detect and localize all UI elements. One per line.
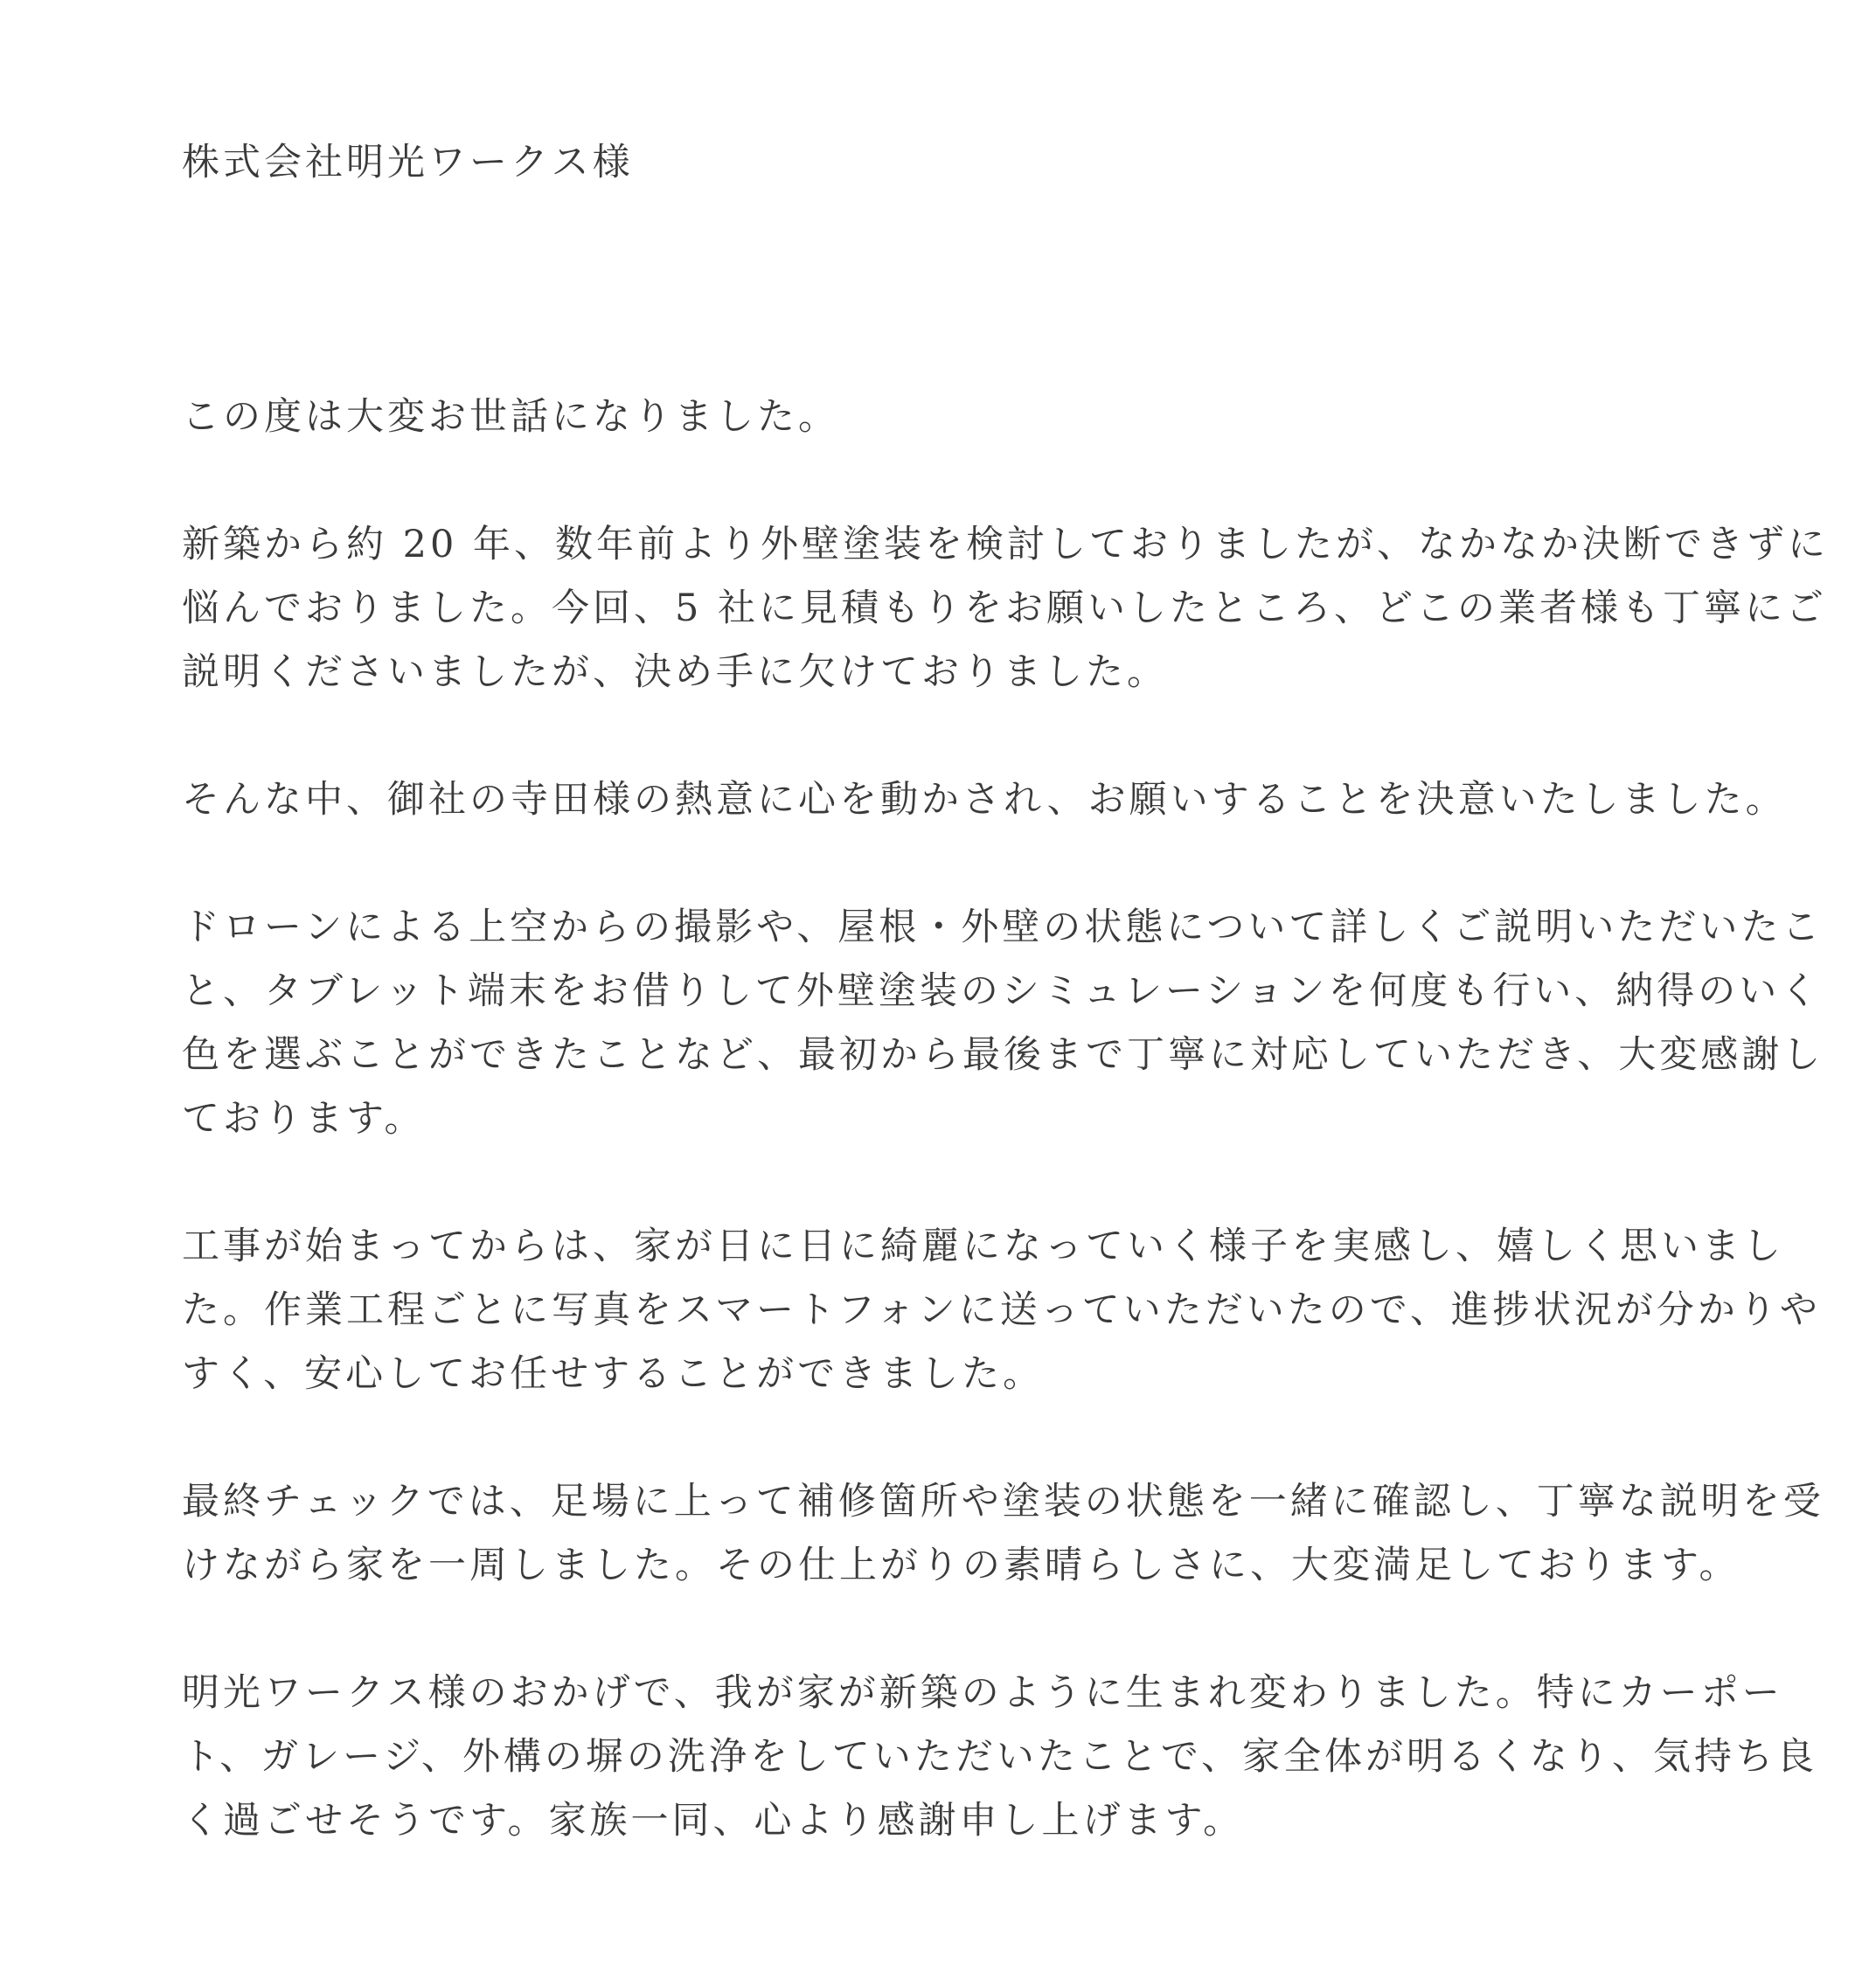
paragraph-line: 説明くださいましたが、決め手に欠けておりました。 (182, 650, 1168, 694)
paragraph-line: そんな中、御社の寺田様の熱意に心を動かされ、お願いすることを決意いたしました。 (182, 778, 1787, 822)
paragraph-line: 工事が始まってからは、家が日に日に綺麗になっていく様子を実感し、嬉しく思いまし (182, 1225, 1784, 1268)
paragraph-line: すく、安心してお任せすることができました。 (182, 1352, 1045, 1396)
addressee: 株式会社明光ワークス様 (182, 141, 634, 184)
paragraph-line: く過ごせそうです。家族一同、心より感謝申し上げます。 (182, 1799, 1245, 1843)
paragraph-background (182, 513, 1830, 704)
paragraph-closing (182, 1662, 1817, 1853)
paragraph-decision (182, 768, 1787, 832)
paragraph-line: ト、ガレージ、外構の塀の洗浄をしていただいたことで、家全体が明るくなり、気持ち良 (182, 1735, 1817, 1779)
paragraph-line: と、タブレット端末をお借りして外壁塗装のシミュレーションを何度も行い、納得のいく (182, 969, 1822, 1013)
paragraph-line: 色を選ぶことができたことなど、最初から最後まで丁寧に対応していただき、大変感謝し (182, 1033, 1824, 1077)
paragraph-construction (182, 1215, 1821, 1406)
paragraph-line: 明光ワークス様のおかげで、我が家が新築のように生まれ変わりました。特にカーポー (182, 1671, 1783, 1715)
paragraph-line: ております。 (182, 1097, 426, 1141)
paragraph-greeting (182, 385, 1685, 449)
paragraph-line: 悩んでおりました。今回、5 社に見積もりをお願いしたところ、どこの業者様も丁寧にご (182, 586, 1828, 630)
paragraph-final-check (182, 1470, 1824, 1598)
paragraph-line: た。作業工程ごとに写真をスマートフォンに送っていただいたので、進捗状況が分かりや (182, 1288, 1821, 1332)
paragraph-consultation (182, 896, 1824, 1151)
paragraph-line: けながら家を一周しました。その仕上がりの素晴らしさに、大変満足しております。 (182, 1544, 1741, 1587)
paragraph-line: 最終チェックでは、足場に上って補修箇所や塗装の状態を一緒に確認し、丁寧な説明を受 (182, 1480, 1824, 1523)
letter-body (182, 131, 1830, 1853)
paragraph-line: この度は大変お世話になりました。 (182, 395, 839, 439)
paragraph-line: ドローンによる上空からの撮影や、屋根・外壁の状態について詳しくご説明いただいたこ (182, 906, 1824, 949)
paragraph-line: 新築から約 20 年、数年前より外壁塗装を検討しておりましたが、なかなか決断できずに (182, 523, 1830, 566)
